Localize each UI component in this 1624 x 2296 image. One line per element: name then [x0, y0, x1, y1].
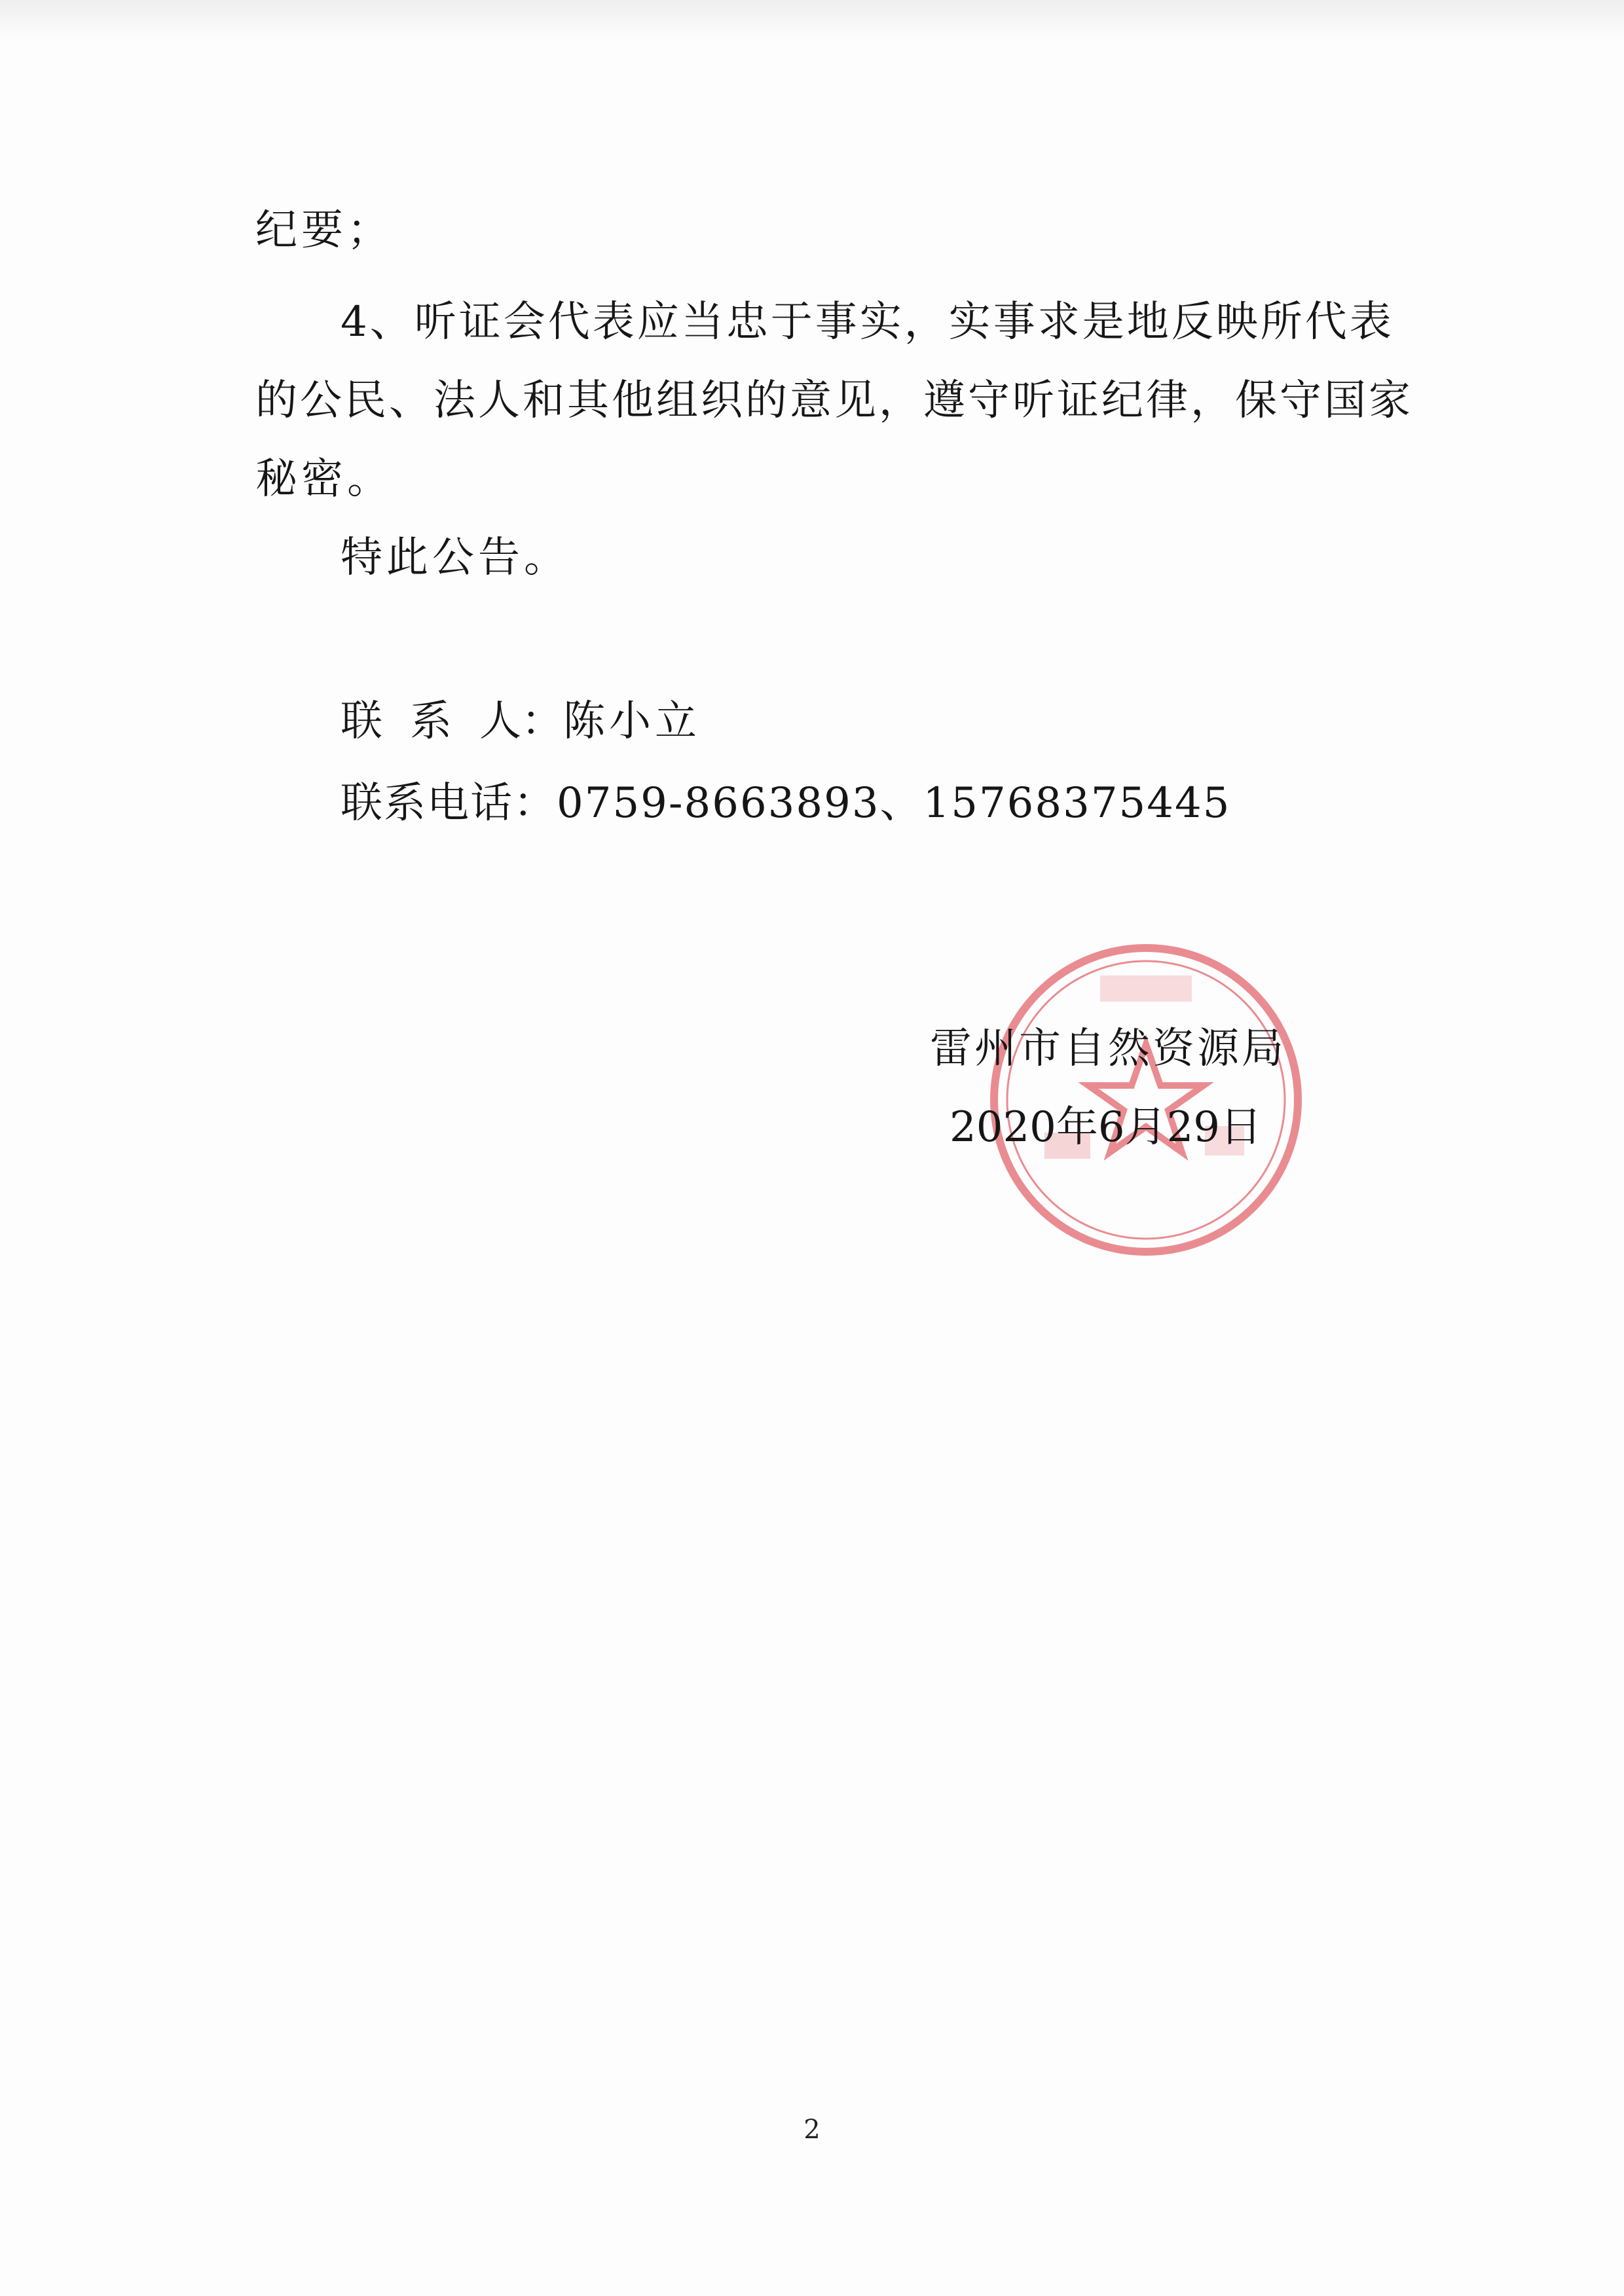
contact-label-char-1: 联	[341, 697, 410, 746]
contact-person-line	[341, 697, 701, 746]
contact-phone-label: 联系电话：	[341, 779, 557, 828]
paragraph-4-text-1: 4、听证会代表应当忠于事实，实事求是地反映所代表	[341, 298, 1394, 346]
contact-phone-numbers: 0759-8663893、15768375445	[557, 779, 1231, 828]
paragraph-4-line-1	[341, 298, 1394, 346]
contact-label-char-3: 人	[479, 697, 521, 746]
signature-date: 2020年6月29日	[950, 1103, 1263, 1152]
contact-label-char-2: 系	[410, 697, 479, 746]
scan-shadow	[0, 0, 1624, 39]
contact-phone-line	[341, 779, 1231, 828]
page-number: 2	[803, 2115, 821, 2145]
notice-line: 特此公告。	[341, 534, 570, 582]
contact-person-name: 陈小立	[563, 697, 701, 746]
body-line-jiyao: 纪要；	[255, 206, 393, 255]
contact-person-colon: ：	[521, 697, 563, 746]
paragraph-4-line-3: 秘密。	[255, 455, 393, 503]
paragraph-4-line-2	[255, 376, 1413, 425]
star-seal-icon	[982, 936, 1310, 1264]
signature-organization: 雷州市自然资源局	[930, 1025, 1286, 1073]
paragraph-4-text-2: 的公民、法人和其他组织的意见，遵守听证纪律，保守国家	[255, 376, 1413, 425]
